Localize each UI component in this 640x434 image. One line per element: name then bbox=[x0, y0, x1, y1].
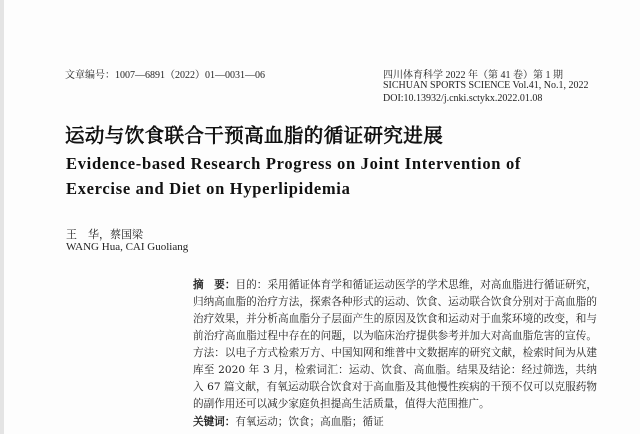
article-number: 文章编号：1007—6891（2022）01—0031—06 bbox=[65, 70, 265, 81]
title-en-line1: Evidence-based Research Progress on Joint Intervention of bbox=[66, 154, 522, 173]
keywords-label: 关键词： bbox=[193, 416, 236, 428]
title-en-line2: Exercise and Diet on Hyperlipidemia bbox=[66, 179, 351, 198]
abstract-text: 目的：采用循证体育学和循证运动医学的学术思维，对高血脂进行循证研究，归纳高血脂的治疗方法，探索各种形式的运动、饮食、运动联合饮食分别对于高血脂的治疗效果，并分析高血脂分子层面产生的原因及饮食和运动对于血浆环境的改变，和与前治疗高血脂过程中存在的问题，以为临床治疗提供参考并加大对高血脂危害的宣传。方法：以电子方式检索万方、中国知网和维普中文数据库的研究文献，检索时间为从建库至 2020 年 3 月，检索词汇：运动、饮食、高血脂。结果及结论：经过筛选，共纳入 67 篇文献，有氧运动联合饮食对于高血脂及其他慢性疾病的干预不仅可以克服药物的副作用还可以减少家庭负担提高生活质量，值得大范围推广。 bbox=[193, 279, 597, 410]
journal-en: SICHUAN SPORTS SCIENCE Vol.41, No.1, 2022 bbox=[383, 80, 589, 91]
abstract bbox=[193, 277, 597, 413]
title-cn: 运动与饮食联合干预高血脂的循证研究进展 bbox=[65, 124, 444, 147]
page-edge bbox=[0, 0, 4, 434]
authors-cn: 王 华，蔡国梁 bbox=[66, 229, 143, 241]
keywords bbox=[193, 414, 384, 429]
keywords-text: 有氧运动；饮食；高血脂；循证 bbox=[235, 416, 384, 428]
abstract-label: 摘 要： bbox=[193, 279, 236, 291]
authors-en: WANG Hua, CAI Guoliang bbox=[66, 241, 189, 253]
doi: DOI:10.13932/j.cnki.sctykx.2022.01.08 bbox=[383, 93, 543, 104]
journal-cn: 四川体育科学 2022 年（第 41 卷）第 1 期 bbox=[383, 70, 563, 81]
